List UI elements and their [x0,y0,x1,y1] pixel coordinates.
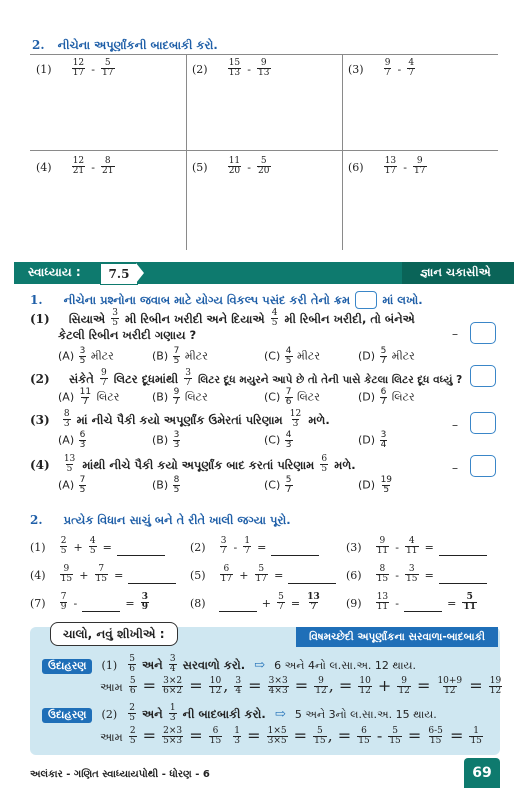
operator: = [274,569,284,582]
q2-fraction-1: $\frac{9}{7}$ [100,368,107,388]
ex2-w8: $\frac{5}{15}$ [389,726,401,746]
mcq-q3 [30,409,330,429]
fraction: $\frac{3}{3}$ [173,430,180,450]
answer-blank[interactable] [82,601,120,612]
operator: + [239,569,249,582]
ex1-fraction-2: $\frac{3}{4}$ [169,654,176,674]
q2-text-b: લિટર દૂધમાંથી [113,372,179,386]
item-number: (3) [346,541,362,554]
option-c[interactable]: (C) $\frac{5}{7}$ [264,475,292,495]
mcq-number: 1. [30,293,43,307]
example-2-work: આમ $\frac{2}{5}$ = $\frac{2\times 3}{5\times 3}$ = $\frac{6}{15}$ $\frac{1}{3}$ = $\frac{1\times 5}{3\times 5}$ = $\frac{5}{15}$ , = $\frac{6}{15}$ - $\frac{5}{15}$ = $\frac{6-5}{15}$ = $\frac{1}{15}$ [100,726,482,746]
fill-item: (7) $\frac{7}{9}$ - = $\frac{3}{9}$ [30,592,148,612]
q4-text-a: માંથી નીચે પૈકી કયો અપૂર્ણાંક બાદ કરતાં પરિણામ [82,458,315,472]
example-2 [42,703,437,723]
fraction: $\frac{7}{6}$ [285,387,292,407]
q4-fraction-1: $\frac{13}{5}$ [63,454,76,474]
item-number: (4) [30,569,46,582]
fraction: $\frac{6}{17}$ [220,564,233,584]
fraction: $\frac{11}{20}$ [228,156,241,176]
option-d[interactable]: (D) $\frac{3}{4}$ [358,430,387,450]
fill-item [190,536,319,556]
answer-blank[interactable] [439,573,487,584]
operator: + [73,541,83,554]
q1-text-c: મી રિબીન ખરીદી, તો બંનેએ [284,312,415,326]
operator: - [247,161,251,174]
ex2-w1: $\frac{2}{5}$ [129,726,136,746]
fraction: $\frac{9}{7}$ [384,58,391,78]
ex1-w8: $\frac{9}{12}$ [398,676,410,696]
section-2-title: નીચેના અપૂર્ણાંકની બાદબાકી કરો. [57,38,218,52]
answer-blank[interactable] [288,573,336,584]
fill-title: પ્રત્યેક વિધાન સાચું બને તે રીતે ખાલી જગ્યા પૂરો. [63,513,291,527]
ex1-w3: $\frac{10}{12}$ [209,676,222,696]
item-number: (2) [192,63,208,76]
fraction: $\frac{3}{9}$ [141,592,148,612]
item-number: (6) [346,569,362,582]
fraction: $\frac{8}{15}$ [376,564,389,584]
operator: - [395,541,399,554]
operator: - [91,63,95,76]
answer-blank[interactable] [404,601,442,612]
item-number: (8) [190,597,206,610]
ex2-w2: $\frac{2\times 3}{5\times 3}$ [163,726,183,746]
operator: = [424,569,434,582]
q1-fraction-2: $\frac{4}{5}$ [271,308,278,328]
mcq-title-b: માં લખો. [382,293,423,307]
page-number: 69 [464,758,500,788]
ex2-w9: $\frac{6-5}{15}$ [428,726,443,746]
swadhyay-number: 7.5 [100,263,138,285]
operator: = [114,569,124,582]
q1-text-a: સિયાએ [68,312,106,326]
fraction: $\frac{3}{15}$ [406,564,418,584]
q3-fraction-1: $\frac{8}{3}$ [63,409,70,429]
fraction: $\frac{3}{7}$ [220,536,227,556]
operator: - [397,63,402,76]
q2-fraction-2: $\frac{3}{7}$ [185,368,191,388]
item-number: (1) [30,541,46,554]
item-number: (7) [30,597,46,610]
ex1-and: અને [142,658,163,672]
option-b[interactable]: (B) $\frac{8}{5}$ [152,475,180,495]
mcq-title-box [355,291,377,309]
fraction: $\frac{4}{5}$ [285,346,292,366]
fraction: $\frac{12}{17}$ [72,58,85,78]
operator: = [257,541,267,554]
operator: = [102,541,112,554]
fill-item [346,536,487,556]
fraction: $\frac{9}{15}$ [60,564,73,584]
ex2-fraction-2: $\frac{1}{3}$ [169,703,176,723]
option-c[interactable]: (C) $\frac{4}{5}$ મીટર [264,346,321,366]
learn-title: વિષમચ્છેદી અપૂર્ણાંકના સરવાળા-બાદબાકી [296,627,498,647]
q1-number: (1) [30,312,50,326]
footer-text: અલંકાર - ગણિત સ્વાધ્યાયપોથી - ધોરણ - 6 [30,769,210,780]
fraction: $\frac{5}{7}$ [285,475,292,495]
operator: - [233,541,238,554]
swadhyay-label: સ્વાધ્યાય : [28,265,81,279]
example-1-work: આમ $\frac{5}{6}$ = $\frac{3\times 2}{6\times 2}$ = $\frac{10}{12}$ , $\frac{3}{4}$ = $\frac{3\times 3}{4\times 3}$ = $\frac{9}{12}$ , = $\frac{10}{12}$ + $\frac{9}{12}$ = $\frac{10+9}{12}$ = $\frac{19}{12}$ [100,676,502,696]
fraction: $\frac{5}{17}$ [255,564,267,584]
fraction: $\frac{6}{3}$ [79,430,86,450]
ex2-w6: $\frac{5}{15}$ [314,726,326,746]
fraction: $\frac{11}{7}$ [79,387,92,407]
fill-item: (8) + $\frac{5}{7}$ = $\frac{13}{7}$ [190,592,320,612]
ex1-w2: $\frac{3\times 2}{6\times 2}$ [163,676,183,696]
swadhyay-band [0,262,530,284]
mcq-title-a: નીચેના પ્રશ્નોના જવાબ માટે યોગ્ય વિકલ્પ પસંદ કરી તેનો ક્રમ [63,293,351,307]
fill-item [346,564,487,584]
q3-fraction-2: $\frac{12}{3}$ [289,409,302,429]
ex2-w10: $\frac{1}{15}$ [470,726,482,746]
example-1 [42,654,416,674]
fraction: $\frac{8}{21}$ [102,156,114,176]
item-number: (3) [348,63,364,76]
answer-blank[interactable] [117,545,165,556]
fraction: $\frac{7}{5}$ [79,475,86,495]
q2-answer-box[interactable] [470,365,496,387]
item-number: (5) [192,161,208,174]
mcq-q4 [30,454,356,474]
operator: + [79,569,89,582]
ex1-task: સરવાળો કરો. [182,658,246,672]
answer-blank[interactable] [219,601,257,612]
operator: - [395,569,399,582]
ex1-w10: $\frac{19}{12}$ [489,676,502,696]
fraction: $\frac{2}{5}$ [60,536,67,556]
fraction: $\frac{5}{11}$ [463,592,476,612]
fraction: $\frac{5}{7}$ [278,592,284,612]
q1-text-line2: કેટલી રિબીન ખરીદી ગણાય ? [58,328,197,342]
option-a[interactable]: (A) $\frac{3}{5}$ મીટર [58,346,114,366]
item-number: (1) [36,63,52,76]
subtraction-grid [30,54,498,250]
subtraction-item [192,156,272,176]
example-1-number: (1) [101,659,118,672]
q4-answer-box[interactable] [470,455,496,477]
q2-number: (2) [30,372,50,386]
q4-number: (4) [30,458,50,472]
ex1-fraction-1: $\frac{5}{6}$ [129,654,135,674]
subtraction-item [36,58,116,78]
ex1-w1: $\frac{5}{6}$ [129,676,136,696]
ex2-w4: $\frac{1}{3}$ [234,726,241,746]
fraction: $\frac{9}{13}$ [258,58,270,78]
operator: - [247,63,251,76]
q1-dash: – [452,327,458,341]
operator: - [91,161,95,174]
fraction: $\frac{19}{5}$ [380,475,393,495]
option-b[interactable]: (B) $\frac{3}{3}$ [152,430,180,450]
subtraction-item [348,58,416,78]
fraction: $\frac{6}{7}$ [380,387,387,407]
item-number: (5) [190,569,206,582]
fill-number: 2. [30,513,43,527]
section-2-heading [32,34,218,53]
swadhyay-right-label: જ્ઞાન ચકાસીએ [420,265,491,279]
fraction: $\frac{13}{7}$ [307,592,320,612]
ex1-aam: આમ [100,680,123,694]
option-d[interactable]: (D) $\frac{5}{7}$ મીટર [358,346,415,366]
operator: = [424,541,434,554]
fill-heading [30,509,291,528]
fraction: $\frac{5}{20}$ [258,156,270,176]
fraction: $\frac{4}{7}$ [408,58,415,78]
ex1-w7: $\frac{10}{12}$ [359,676,371,696]
q3-dash: – [452,418,458,432]
item-number: (9) [346,597,362,610]
q4-dash: – [452,461,458,475]
option-b[interactable]: (B) $\frac{7}{5}$ મીટર [152,346,208,366]
fraction: $\frac{9}{11}$ [376,536,389,556]
ex2-and: અને [142,707,163,721]
operator: - [403,161,407,174]
option-d[interactable]: (D) $\frac{19}{5}$ [358,475,393,495]
fraction: $\frac{7}{9}$ [60,592,67,612]
fill-item [190,564,336,584]
q3-number: (3) [30,413,50,427]
subtraction-item [348,156,428,176]
ex2-w7: $\frac{6}{15}$ [358,726,370,746]
q3-text-a: માં નીચે પૈકી કયો અપૂર્ણાંક ઉમેરતાં પરિણામ [76,413,283,427]
fraction: $\frac{3}{5}$ [79,346,86,366]
fraction: $\frac{7}{15}$ [95,564,107,584]
fraction: $\frac{4}{11}$ [406,536,418,556]
arrow-icon: ⇨ [254,658,266,673]
fill-item [30,564,176,584]
answer-blank[interactable] [439,545,487,556]
option-a[interactable]: (A) $\frac{6}{3}$ [58,430,86,450]
subtraction-item [36,156,116,176]
option-c[interactable]: (C) $\frac{4}{3}$ [264,430,292,450]
fraction: $\frac{5}{17}$ [102,58,114,78]
arrow-icon: ⇨ [274,707,286,722]
option-a[interactable]: (A) $\frac{7}{5}$ [58,475,86,495]
ex2-w5: $\frac{1\times 5}{3\times 5}$ [267,726,287,746]
q2-text-c: લિટર દૂધ મયુરને આપે છે તો તેની પાસે કેટલા લિટર દૂધ વધ્યું ? [198,374,463,386]
option-c[interactable]: (C) $\frac{7}{6}$ લિટર [264,387,320,407]
fraction: $\frac{4}{3}$ [285,430,292,450]
ex2-aam: આમ [100,730,123,744]
fraction: $\frac{15}{13}$ [228,58,241,78]
q1-fraction-1: $\frac{3}{5}$ [112,308,118,328]
fraction: $\frac{5}{7}$ [380,346,387,366]
fraction: $\frac{9}{7}$ [173,387,180,407]
ex2-note: 5 અને 3નો લ.સા.અ. 15 થાય. [294,708,437,721]
ex1-w9: $\frac{10+9}{12}$ [437,676,463,696]
q3-text-b: મળે. [308,413,330,427]
example-1-label: ઉદાહરણ [42,659,92,674]
item-number: (2) [190,541,206,554]
fraction: $\frac{9}{17}$ [414,156,426,176]
fill-item [30,536,165,556]
ex2-w3: $\frac{6}{15}$ [209,726,222,746]
q3-answer-box[interactable] [470,412,496,434]
fraction: $\frac{7}{5}$ [173,346,180,366]
ex2-fraction-1: $\frac{2}{5}$ [129,703,135,723]
learn-tag: ચાલો, નવું શીખીએ : [50,622,178,646]
mcq-q1 [30,308,480,328]
q4-fraction-2: $\frac{6}{5}$ [321,454,328,474]
ex1-w4: $\frac{3}{4}$ [235,676,242,696]
fraction: $\frac{13}{17}$ [384,156,397,176]
example-2-label: ઉદાહરણ [42,708,92,723]
option-b[interactable]: (B) $\frac{9}{7}$ લિટર [152,387,208,407]
ex2-task: ની બાદબાકી કરો. [182,707,266,721]
option-d[interactable]: (D) $\frac{6}{7}$ લિટર [358,387,415,407]
ex1-w6: $\frac{9}{12}$ [315,676,327,696]
answer-blank[interactable] [128,573,176,584]
answer-blank[interactable] [271,545,319,556]
fill-item: (9) $\frac{13}{11}$ - = $\frac{5}{11}$ [346,592,476,612]
q1-text-b: મી રિબીન ખરીદી અને દિયાએ [125,312,265,326]
section-2-number: 2. [32,38,45,52]
subtraction-item [192,58,272,78]
q4-text-b: મળે. [334,458,356,472]
fraction: $\frac{12}{21}$ [72,156,85,176]
fraction: $\frac{3}{4}$ [380,430,387,450]
ex1-note: 6 અને 4નો લ.સા.અ. 12 થાય. [274,659,417,672]
mcq-q2 [30,368,480,388]
option-a[interactable]: (A) $\frac{11}{7}$ લિટર [58,387,120,407]
q1-answer-box[interactable] [470,322,496,344]
q2-text-a: સંકેતે [68,372,94,386]
ex1-w5: $\frac{3\times 3}{4\times 3}$ [268,676,288,696]
fraction: $\frac{8}{5}$ [173,475,180,495]
mcq-heading [30,289,423,309]
fraction: $\frac{13}{11}$ [376,592,389,612]
item-number: (6) [348,161,364,174]
fraction: $\frac{4}{5}$ [89,536,96,556]
fraction: $\frac{1}{7}$ [244,536,251,556]
item-number: (4) [36,161,52,174]
example-2-number: (2) [101,708,118,721]
